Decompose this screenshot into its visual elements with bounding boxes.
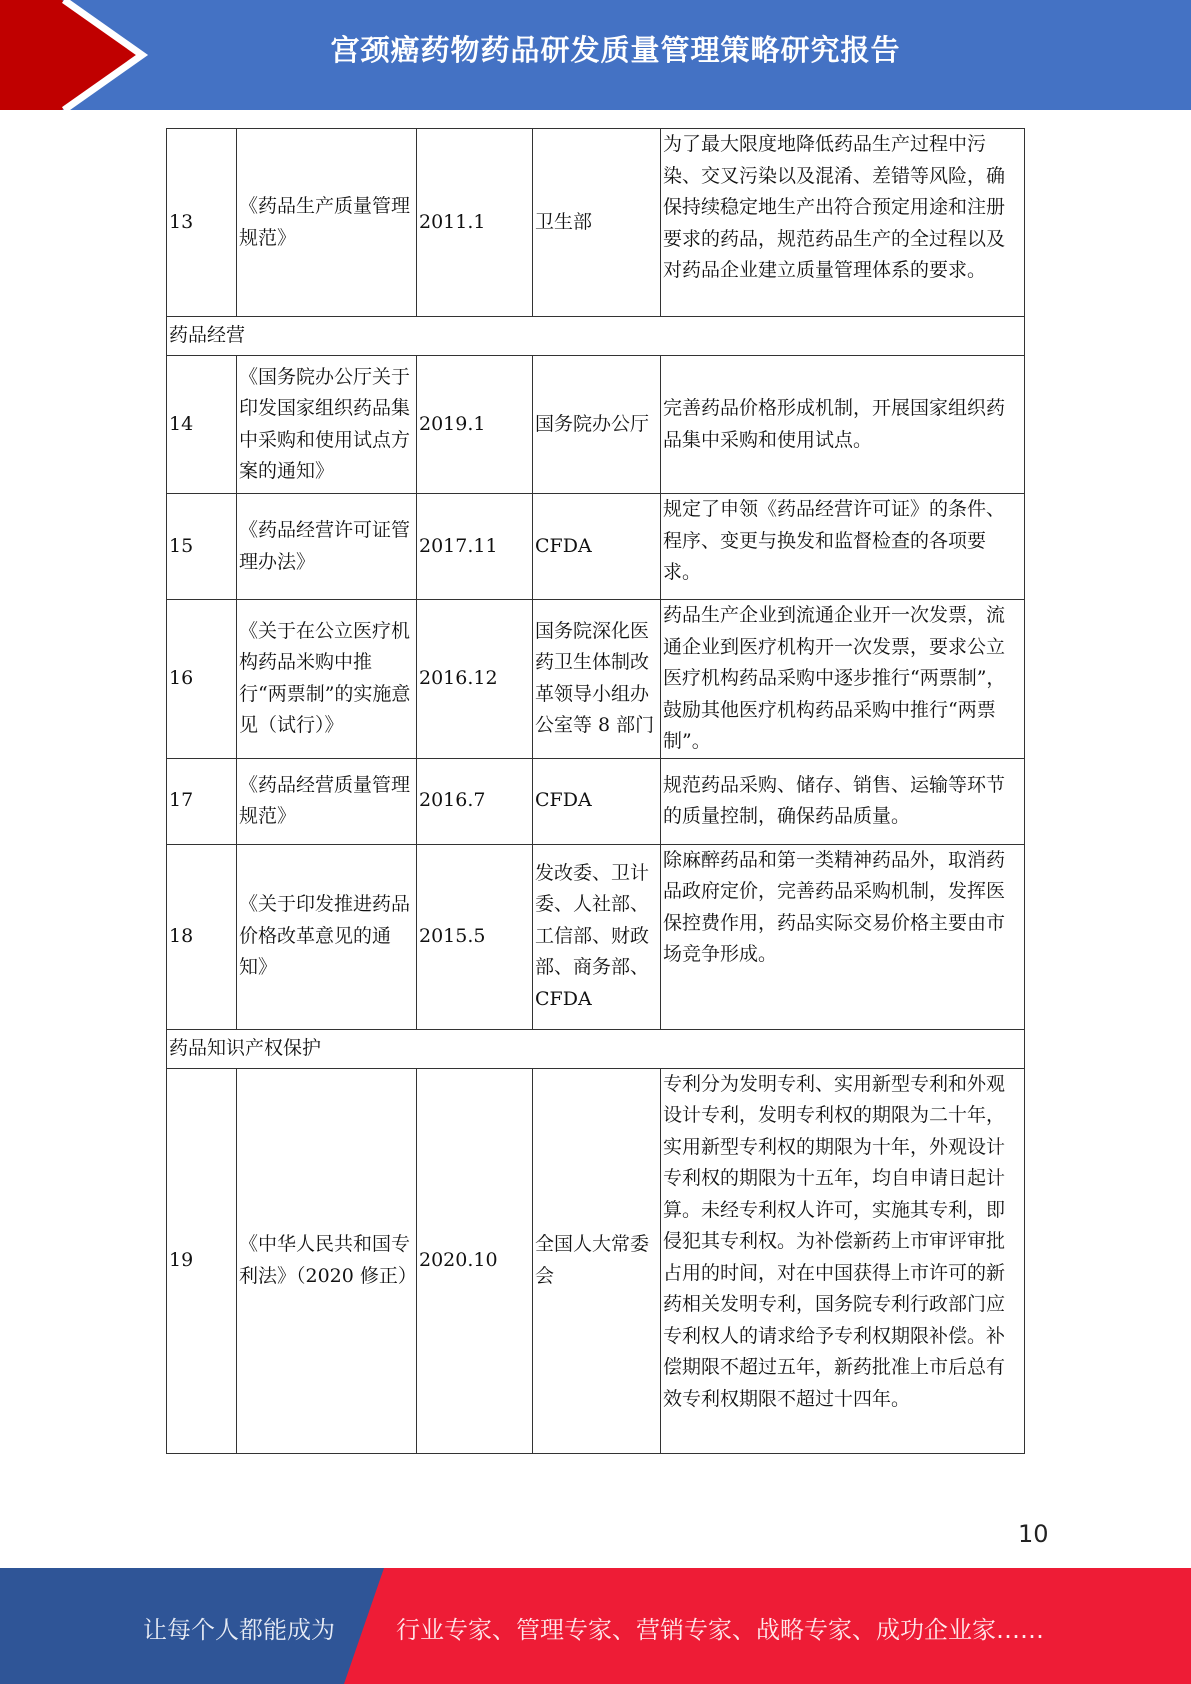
regulation-description: 专利分为发明专利、实用新型专利和外观设计专利，发明专利权的期限为二十年，实用新型专利权的期限为十年，外观设计专利权的期限为十五年，均自申请日起计算。未经专利权人许可，实施其专利，即侵犯其专利权。为补偿新药上市审评审批占用的时间，对在中国获得上市许可的新药相关发明专利，国务院专利行政部门应专利权人的请求给予专利权期限补偿。补偿期限不超过五年，新药批准上市后总有效专利权期限不超过十四年。 — [661, 1068, 1025, 1453]
issuing-authority: 卫生部 — [533, 129, 661, 317]
regulation-name: 《关于在公立医疗机构药品米购中推行“两票制”的实施意见（试行）》 — [237, 600, 417, 759]
issuing-authority: 发改委、卫计委、人社部、工信部、财政部、商务部、CFDA — [533, 844, 661, 1029]
footer-slogan-right: 行业专家、管理专家、营销专家、战略专家、成功企业家…… — [396, 1616, 1044, 1644]
row-number: 16 — [167, 600, 237, 759]
row-number: 15 — [167, 494, 237, 600]
section-title: 药品经营 — [167, 317, 1025, 356]
issuing-authority: 国务院办公厅 — [533, 356, 661, 494]
regulation-name: 《国务院办公厅关于印发国家组织药品集中采购和使用试点方案的通知》 — [237, 356, 417, 494]
issue-date: 2017.11 — [417, 494, 533, 600]
regulation-description: 药品生产企业到流通企业开一次发票，流通企业到医疗机构开一次发票，要求公立医疗机构药品采购中逐步推行“两票制”，鼓励其他医疗机构药品采购中推行“两票制”。 — [661, 600, 1025, 759]
section-row — [167, 317, 1025, 356]
table-row — [167, 494, 1025, 600]
regulation-name: 《药品生产质量管理规范》 — [237, 129, 417, 317]
issue-date: 2015.5 — [417, 844, 533, 1029]
issue-date: 2020.10 — [417, 1068, 533, 1453]
policy-table — [166, 128, 1025, 1454]
footer-slogan-left: 让每个人都能成为 — [143, 1616, 335, 1644]
table-row — [167, 600, 1025, 759]
regulation-description: 规定了申领《药品经营许可证》的条件、程序、变更与换发和监督检查的各项要求。 — [661, 494, 1025, 600]
section-row — [167, 1029, 1025, 1068]
regulation-name: 《关于印发推进药品价格改革意见的通知》 — [237, 844, 417, 1029]
regulation-description: 为了最大限度地降低药品生产过程中污染、交叉污染以及混淆、差错等风险，确保持续稳定地生产出符合预定用途和注册要求的药品，规范药品生产的全过程以及对药品企业建立质量管理体系的要求。 — [661, 129, 1025, 317]
table-row — [167, 844, 1025, 1029]
section-title: 药品知识产权保护 — [167, 1029, 1025, 1068]
row-number: 13 — [167, 129, 237, 317]
table-row — [167, 1068, 1025, 1453]
table-row — [167, 356, 1025, 494]
row-number: 17 — [167, 758, 237, 844]
issuing-authority: 全国人大常委会 — [533, 1068, 661, 1453]
table-row — [167, 129, 1025, 317]
issuing-authority: 国务院深化医药卫生体制改革领导小组办公室等 8 部门 — [533, 600, 661, 759]
regulation-description: 完善药品价格形成机制，开展国家组织药品集中采购和使用试点。 — [661, 356, 1025, 494]
row-number: 14 — [167, 356, 237, 494]
issue-date: 2016.12 — [417, 600, 533, 759]
row-number: 18 — [167, 844, 237, 1029]
regulation-name: 《药品经营质量管理规范》 — [237, 758, 417, 844]
regulation-description: 规范药品采购、储存、销售、运输等环节的质量控制，确保药品质量。 — [661, 758, 1025, 844]
row-number: 19 — [167, 1068, 237, 1453]
issue-date: 2016.7 — [417, 758, 533, 844]
page-number: 10 — [1018, 1520, 1049, 1548]
footer-banner — [0, 1568, 1191, 1684]
issuing-authority: CFDA — [533, 758, 661, 844]
regulation-name: 《中华人民共和国专利法》（2020 修正） — [237, 1068, 417, 1453]
regulation-description: 除麻醉药品和第一类精神药品外，取消药品政府定价，完善药品采购机制，发挥医保控费作用，药品实际交易价格主要由市场竞争形成。 — [661, 844, 1025, 1029]
table-row — [167, 758, 1025, 844]
issuing-authority: CFDA — [533, 494, 661, 600]
report-title: 宫颈癌药物药品研发质量管理策略研究报告 — [330, 33, 901, 67]
header-banner — [0, 0, 1191, 110]
issue-date: 2019.1 — [417, 356, 533, 494]
issue-date: 2011.1 — [417, 129, 533, 317]
regulation-name: 《药品经营许可证管理办法》 — [237, 494, 417, 600]
